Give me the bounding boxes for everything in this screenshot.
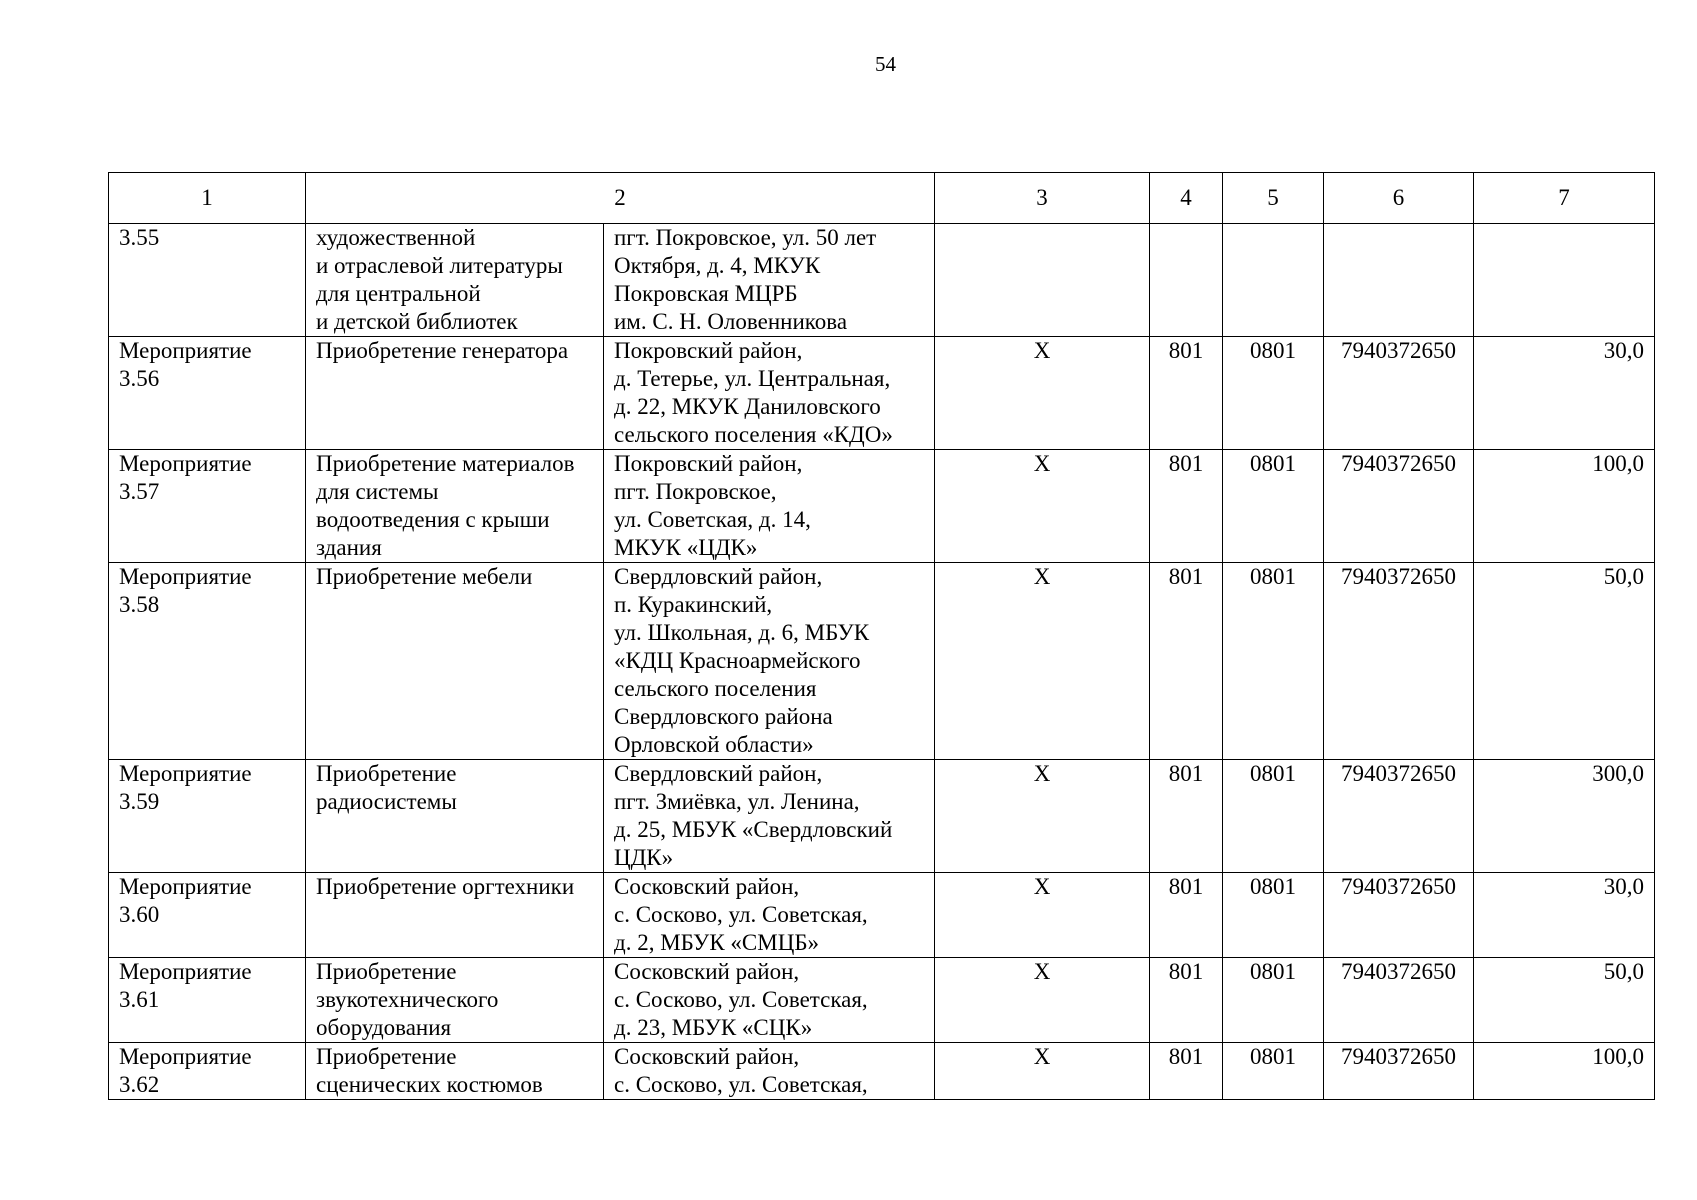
header-col-6: 6 bbox=[1324, 173, 1474, 224]
activity-col3: Х bbox=[935, 958, 1150, 1043]
activity-col6: 7940372650 bbox=[1324, 563, 1474, 760]
activity-col7: 30,0 bbox=[1474, 337, 1655, 450]
table-row bbox=[109, 563, 1655, 760]
activity-col7: 30,0 bbox=[1474, 873, 1655, 958]
activity-id: Мероприятие 3.59 bbox=[109, 760, 306, 873]
header-col-4: 4 bbox=[1150, 173, 1223, 224]
table-row bbox=[109, 1043, 1655, 1100]
table-header-row bbox=[109, 173, 1655, 224]
activity-col5: 0801 bbox=[1223, 450, 1324, 563]
activity-col5: 0801 bbox=[1223, 563, 1324, 760]
table-row bbox=[109, 450, 1655, 563]
activity-name: Приобретение радиосистемы bbox=[306, 760, 604, 873]
header-col-5: 5 bbox=[1223, 173, 1324, 224]
activity-id: 3.55 bbox=[109, 224, 306, 337]
activity-col4 bbox=[1150, 224, 1223, 337]
activity-col5: 0801 bbox=[1223, 1043, 1324, 1100]
table-row bbox=[109, 873, 1655, 958]
activity-col3: Х bbox=[935, 563, 1150, 760]
activity-col3: Х bbox=[935, 450, 1150, 563]
activity-id: Мероприятие 3.61 bbox=[109, 958, 306, 1043]
header-col-7: 7 bbox=[1474, 173, 1655, 224]
activity-name: Приобретение мебели bbox=[306, 563, 604, 760]
activities-table bbox=[108, 172, 1655, 1100]
activity-col7 bbox=[1474, 224, 1655, 337]
activity-col6: 7940372650 bbox=[1324, 337, 1474, 450]
activity-col6: 7940372650 bbox=[1324, 873, 1474, 958]
table-row bbox=[109, 958, 1655, 1043]
activity-address: Покровский район, пгт. Покровское, ул. Советская, д. 14, МКУК «ЦДК» bbox=[604, 450, 935, 563]
activity-id: Мероприятие 3.56 bbox=[109, 337, 306, 450]
activity-col4: 801 bbox=[1150, 450, 1223, 563]
table-row bbox=[109, 224, 1655, 337]
table-row bbox=[109, 760, 1655, 873]
activity-col5 bbox=[1223, 224, 1324, 337]
activity-col3: Х bbox=[935, 873, 1150, 958]
activity-id: Мероприятие 3.58 bbox=[109, 563, 306, 760]
activity-col3: Х bbox=[935, 337, 1150, 450]
activity-col4: 801 bbox=[1150, 760, 1223, 873]
table-row bbox=[109, 337, 1655, 450]
activity-col4: 801 bbox=[1150, 337, 1223, 450]
activity-name: художественной и отраслевой литературы для центральной и детской библиотек bbox=[306, 224, 604, 337]
activity-col4: 801 bbox=[1150, 958, 1223, 1043]
header-col-3: 3 bbox=[935, 173, 1150, 224]
activity-col4: 801 bbox=[1150, 563, 1223, 760]
activity-col6: 7940372650 bbox=[1324, 450, 1474, 563]
activity-name: Приобретение оргтехники bbox=[306, 873, 604, 958]
activity-col7: 300,0 bbox=[1474, 760, 1655, 873]
activity-address: Сосковский район, с. Сосково, ул. Советская, д. 2, МБУК «СМЦБ» bbox=[604, 873, 935, 958]
activity-col3 bbox=[935, 224, 1150, 337]
activity-col3: Х bbox=[935, 760, 1150, 873]
activity-col7: 100,0 bbox=[1474, 450, 1655, 563]
activity-col6: 7940372650 bbox=[1324, 1043, 1474, 1100]
activity-address: Свердловский район, п. Куракинский, ул. Школьная, д. 6, МБУК «КДЦ Красноармейского сельского поселения Свердловского района Орловской области» bbox=[604, 563, 935, 760]
activity-col7: 100,0 bbox=[1474, 1043, 1655, 1100]
header-col-2: 2 bbox=[306, 173, 935, 224]
activity-address: Сосковский район, с. Сосково, ул. Советская, bbox=[604, 1043, 935, 1100]
activity-col5: 0801 bbox=[1223, 958, 1324, 1043]
activity-name: Приобретение материалов для системы водоотведения с крыши здания bbox=[306, 450, 604, 563]
activity-col5: 0801 bbox=[1223, 760, 1324, 873]
activity-address: Покровский район, д. Тетерье, ул. Центральная, д. 22, МКУК Даниловского сельского поселения «КДО» bbox=[604, 337, 935, 450]
activity-col7: 50,0 bbox=[1474, 958, 1655, 1043]
activity-address: Свердловский район, пгт. Змиёвка, ул. Ленина, д. 25, МБУК «Свердловский ЦДК» bbox=[604, 760, 935, 873]
activity-id: Мероприятие 3.62 bbox=[109, 1043, 306, 1100]
activity-name: Приобретение генератора bbox=[306, 337, 604, 450]
activity-col6: 7940372650 bbox=[1324, 760, 1474, 873]
activity-col4: 801 bbox=[1150, 873, 1223, 958]
activity-col7: 50,0 bbox=[1474, 563, 1655, 760]
activity-name: Приобретение сценических костюмов bbox=[306, 1043, 604, 1100]
activity-address: Сосковский район, с. Сосково, ул. Советская, д. 23, МБУК «СЦК» bbox=[604, 958, 935, 1043]
activity-col6: 7940372650 bbox=[1324, 958, 1474, 1043]
activity-col6 bbox=[1324, 224, 1474, 337]
activity-col5: 0801 bbox=[1223, 337, 1324, 450]
activity-col4: 801 bbox=[1150, 1043, 1223, 1100]
activity-col3: Х bbox=[935, 1043, 1150, 1100]
activity-address: пгт. Покровское, ул. 50 лет Октября, д. 4, МКУК Покровская МЦРБ им. С. Н. Оловенникова bbox=[604, 224, 935, 337]
activity-col5: 0801 bbox=[1223, 873, 1324, 958]
activity-id: Мероприятие 3.57 bbox=[109, 450, 306, 563]
header-col-1: 1 bbox=[109, 173, 306, 224]
page-number: 54 bbox=[875, 52, 896, 76]
activity-name: Приобретение звукотехнического оборудования bbox=[306, 958, 604, 1043]
activity-id: Мероприятие 3.60 bbox=[109, 873, 306, 958]
